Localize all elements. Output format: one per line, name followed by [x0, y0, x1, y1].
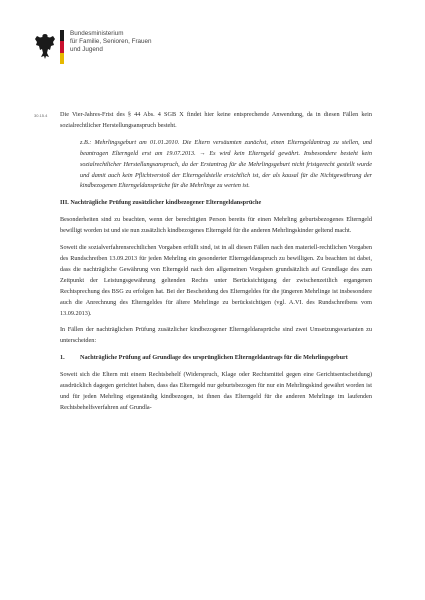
item-number: 1.: [60, 354, 65, 362]
section-heading-iii: III. Nachträgliche Prüfung zusätzlicher kindbezogener Elterngeldansprüche: [60, 199, 262, 207]
federal-eagle-icon: [34, 32, 56, 60]
paragraph-frist: Die Vier-Jahres-Frist des § 44 Abs. 4 SGB X findet hier keine entsprechende Anwendung, da in diesen Fällen kein sozialrechtlicher Herstellungsanspruch besteht.: [60, 111, 372, 129]
ministry-line-3: und Jugend: [70, 46, 103, 53]
ministry-name: [70, 30, 152, 54]
paragraph-rechtsbehelf: Soweit sich die Eltern mit einem Rechtsbehelf (Widerspruch, Klage oder Rechtsmittel gegen eine Gerichtsentscheidung) ausdrücklich dagegen gerichtet haben, dass das Elterngeld nur geburtsbezogen für nur ein Mehrlingskind gewährt worden ist und für jeden Mehrling eigenständig kindbezogen, ist ihnen das Elterngeld für die anderen Mehrlinge im laufenden Rechtsbehelfsverfahren auf Grundla-: [60, 371, 372, 411]
document-body: [60, 110, 372, 420]
ministry-header: [34, 30, 152, 64]
item-title: Nachträgliche Prüfung auf Grundlage des ursprünglichen Elterngeldantrags für die Mehrlingsgeburt: [80, 354, 348, 362]
ministry-line-1: Bundesministerium: [70, 30, 124, 37]
flag-bar: [60, 30, 64, 64]
marginal-note: 30.15.4: [34, 113, 48, 118]
example-paragraph: z.B.: Mehrlingsgeburt am 01.01.2010. Die Eltern versäumten zunächst, einen Elterngeldantrag zu stellen, und beantragen Elterngeld erst am 19.07.2013. → Es wird kein Elterngeld gewährt. Insbesondere besteht kein sozialrechtlicher Herstellungsanspruch, da der Erstantrag für die Mehrlingsgeburt nicht fristgerecht gestellt wurde und damit auch kein Pflichtverstoß der Elterngeldstelle ersichtlich ist, der als kausal für die Nichtgewährung der kindbezogenen Elterngeldansprüche für die Mehrlinge zu werten ist.: [80, 138, 372, 190]
ministry-line-2: für Familie, Senioren, Frauen: [70, 38, 152, 45]
numbered-heading-1: [60, 353, 372, 364]
paragraph-vorgaben: Soweit die sozialverfahrensrechtlichen Vorgaben erfüllt sind, ist in all diesen Fällen nach den materiell-rechtlichen Vorgaben des Rundschreiben 13.09.2013 für jeden Mehrling ein gesonderter Elterngeldanspruch zu bewilligen. Zu beachten ist dabei, dass die nachträgliche Gewährung von Elterngeld nach den allgemeinen Vorgaben grundsätzlich auf Grundlage des zum Zeitpunkt der Leistungsgewährung geltenden Rechts unter Berücksichtigung der zwischenzeitlich ergangenen Rechtsprechung des BSG zu erfolgen hat. Bei der Bescheidung des Elterngeldes für die jüngeren Mehrlinge ist insbesondere auch die Anrechnung des Elterngeldes für ältere Mehrlinge zu berücksichtigen (vgl. A.VI. des Rundschreibens vom 13.09.2013).: [60, 244, 372, 317]
paragraph-umsetzungsvarianten: In Fällen der nachträglichen Prüfung zusätzlicher kindbezogener Elterngeldansprüche sind zwei Umsetzungsvarianten zu unterscheiden:: [60, 326, 372, 345]
paragraph-besonderheiten: Besonderheiten sind zu beachten, wenn der berechtigten Person bereits für einen Mehrling geburtsbezogenes Elterngeld bewilligt worden ist und sie nun zusätzlich kindbezogenes Elterngeld für die anderen Mehrlingskinder geltend macht.: [60, 216, 372, 235]
